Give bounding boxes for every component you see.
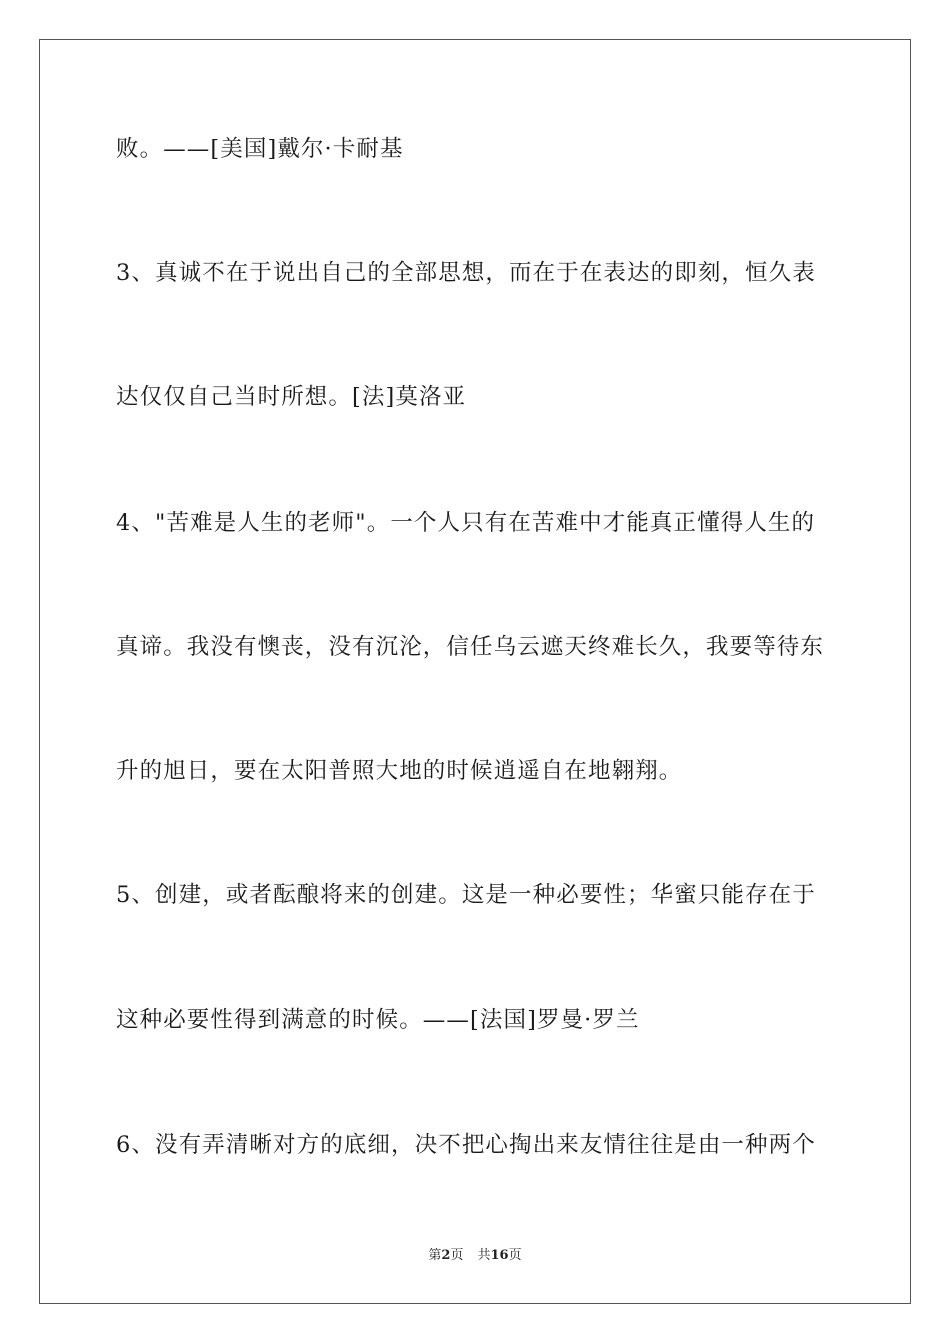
text-line-8: 这种必要性得到满意的时候。——[法国]罗曼·罗兰 bbox=[116, 1007, 640, 1033]
footer-page-prefix: 第 bbox=[428, 1248, 442, 1263]
text-line-9: 6、没有弄清晰对方的底细，决不把心掏出来友情往往是由一种两个 bbox=[116, 1132, 816, 1158]
text-line-6: 升的旭日，要在太阳普照大地的时候逍遥自在地翱翔。 bbox=[116, 758, 683, 784]
footer-total-pages: 16 bbox=[490, 1248, 509, 1263]
footer-page-number: 2 bbox=[441, 1248, 451, 1263]
footer-total-suffix: 页 bbox=[508, 1248, 522, 1263]
text-line-7: 5、创建，或者酝酿将来的创建。这是一种必要性；华蜜只能存在于 bbox=[116, 882, 816, 908]
page-border bbox=[39, 39, 911, 1304]
footer-total-prefix: 共 bbox=[477, 1248, 491, 1263]
text-line-3: 达仅仅自己当时所想。[法]莫洛亚 bbox=[116, 384, 467, 410]
text-line-5: 真谛。我没有懊丧，没有沉沦，信任乌云遮天终难长久，我要等待东 bbox=[116, 634, 825, 660]
text-line-4: 4、"苦难是人生的老师"。一个人只有在苦难中才能真正懂得人生的 bbox=[116, 510, 816, 536]
footer-page-suffix: 页 bbox=[450, 1248, 464, 1263]
page-footer bbox=[0, 1247, 950, 1265]
text-line-1: 败。——[美国]戴尔·卡耐基 bbox=[116, 136, 404, 162]
text-line-2: 3、真诚不在于说出自己的全部思想，而在于在表达的即刻，恒久表 bbox=[116, 260, 816, 286]
